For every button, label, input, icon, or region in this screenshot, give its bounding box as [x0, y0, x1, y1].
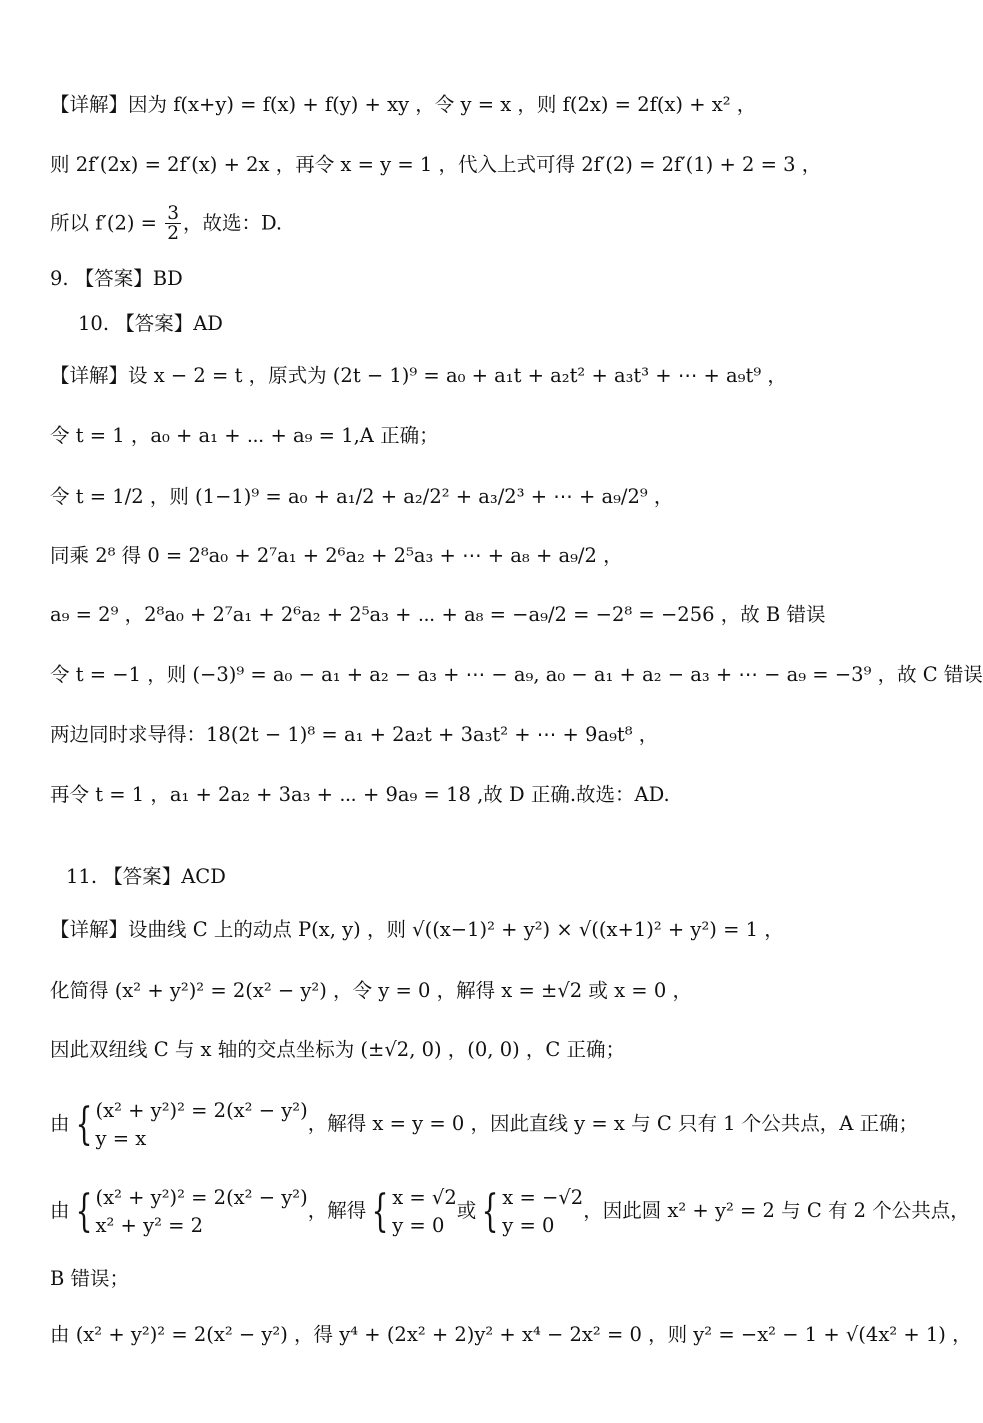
left-brace: {: [371, 1185, 389, 1237]
solution-8-line-3-tail: ，故选：D.: [182, 211, 283, 235]
solution-11-line-4-tail: ，解得 x = y = 0 ，因此直线 y = x 与 C 只有 1 个公共点，A 正确；: [307, 1112, 919, 1135]
solution-10-line-4: 同乘 2⁸ 得 0 = 2⁸a₀ + 2⁷a₁ + 2⁶a₂ + 2⁵a₃ + ⋯ + a₈ + a₉/2 ，: [50, 544, 623, 567]
answer-10: 10. 【答案】AD: [78, 312, 223, 335]
equation-system: [96, 1184, 308, 1240]
solution-10-line-3: 令 t = 1/2 ，则 (1−1)⁹ = a₀ + a₁/2 + a₂/2² + a₃/2³ + ⋯ + a₉/2⁹ ，: [50, 485, 674, 508]
solution-8-line-2: 则 2f′(2x) = 2f′(x) + 2x ，再令 x = y = 1 ，代入上式可得 2f′(2) = 2f′(1) + 2 = 3 ，: [50, 153, 822, 176]
solution-10-line-2: 令 t = 1 ，a₀ + a₁ + ⋯ + a₉ = 1,A 正确；: [50, 424, 439, 447]
answer-11: 11. 【答案】ACD: [66, 865, 226, 888]
solution-11-line-3: 因此双纽线 C 与 x 轴的交点坐标为 (±√2, 0) ，(0, 0) ，C 正确；: [50, 1038, 626, 1061]
system-equation-1: (x² + y²)² = 2(x² − y²): [95, 1185, 308, 1209]
solution-y-zero: y = 0: [502, 1213, 555, 1237]
solution-10-line-6: 令 t = −1 ，则 (−3)⁹ = a₀ − a₁ + a₂ − a₃ + ⋯ − a₉, a₀ − a₁ + a₂ − a₃ + ⋯ − a₉ = −3⁹ ，故 C 错误: [50, 663, 983, 686]
solution-11-line-6: B 错误；: [50, 1267, 130, 1290]
left-brace: {: [75, 1185, 92, 1237]
solution-11-line-7: 由 (x² + y²)² = 2(x² − y²) ，得 y⁴ + (2x² + 2)y² + x⁴ − 2x² = 0 ，则 y² = −x² − 1 + √(4x² + 1) ，: [50, 1323, 972, 1346]
left-brace: {: [481, 1185, 499, 1237]
solution-11-line-5-mid: ，解得: [307, 1199, 367, 1222]
solution-10-line-5: a₉ = 2⁹ ，2⁸a₀ + 2⁷a₁ + 2⁶a₂ + 2⁵a₃ + ⋯ + a₈ = −a₉/2 = −2⁸ = −256 ，故 B 错误: [50, 603, 826, 626]
solution-11-line-2: 化简得 (x² + y²)² = 2(x² − y²) ，令 y = 0 ，解得 x = ±√2 或 x = 0 ，: [50, 979, 692, 1002]
or-word: 或: [456, 1199, 477, 1222]
fraction-numerator: 3: [167, 203, 179, 224]
system-equation-2: y = x: [95, 1126, 147, 1150]
solution-11-line-1: 【详解】设曲线 C 上的动点 P(x, y) ，则 √((x−1)² + y²) × √((x+1)² + y²) = 1 ，: [50, 918, 784, 941]
fraction-denominator: 2: [167, 223, 179, 245]
solution-y-zero: y = 0: [392, 1213, 445, 1237]
solution-system-1: [392, 1184, 457, 1240]
solution-11-line-5: [50, 1183, 970, 1240]
system-equation-1: (x² + y²)² = 2(x² − y²): [95, 1098, 308, 1122]
solution-8-line-3: [50, 204, 860, 244]
equation-system: [96, 1097, 308, 1153]
solution-10-line-7: 两边同时求导得：18(2t − 1)⁸ = a₁ + 2a₂t + 3a₃t² + ⋯ + 9a₉t⁸ ，: [50, 723, 659, 746]
solution-10-line-8: 再令 t = 1 ，a₁ + 2a₂ + 3a₃ + ⋯ + 9a₉ = 18 ,故 D 正确.故选：AD.: [50, 783, 670, 806]
answer-9: 9. 【答案】BD: [50, 267, 183, 290]
left-brace: {: [75, 1098, 92, 1150]
solution-10-line-1: 【详解】设 x − 2 = t ，原式为 (2t − 1)⁹ = a₀ + a₁t + a₂t² + a₃t³ + ⋯ + a₉t⁹ ，: [50, 364, 787, 387]
solution-x-negative: x = −√2: [502, 1185, 584, 1209]
solution-11-line-4-prefix: 由: [50, 1112, 70, 1135]
fraction-three-halves: [165, 204, 181, 244]
system-equation-2: x² + y² = 2: [95, 1213, 204, 1237]
solution-8-line-3-text: 所以 f′(2) =: [50, 211, 164, 235]
solution-system-2: [502, 1184, 583, 1240]
solution-11-line-5-tail: ，因此圆 x² + y² = 2 与 C 有 2 个公共点，: [583, 1199, 970, 1222]
solution-x-positive: x = √2: [392, 1185, 457, 1209]
solution-11-line-5-prefix: 由: [50, 1199, 70, 1222]
solution-11-line-4: [50, 1096, 919, 1153]
solution-8-line-1: 【详解】因为 f(x+y) = f(x) + f(y) + xy ，令 y = x ，则 f(2x) = 2f(x) + x² ，: [50, 93, 757, 116]
